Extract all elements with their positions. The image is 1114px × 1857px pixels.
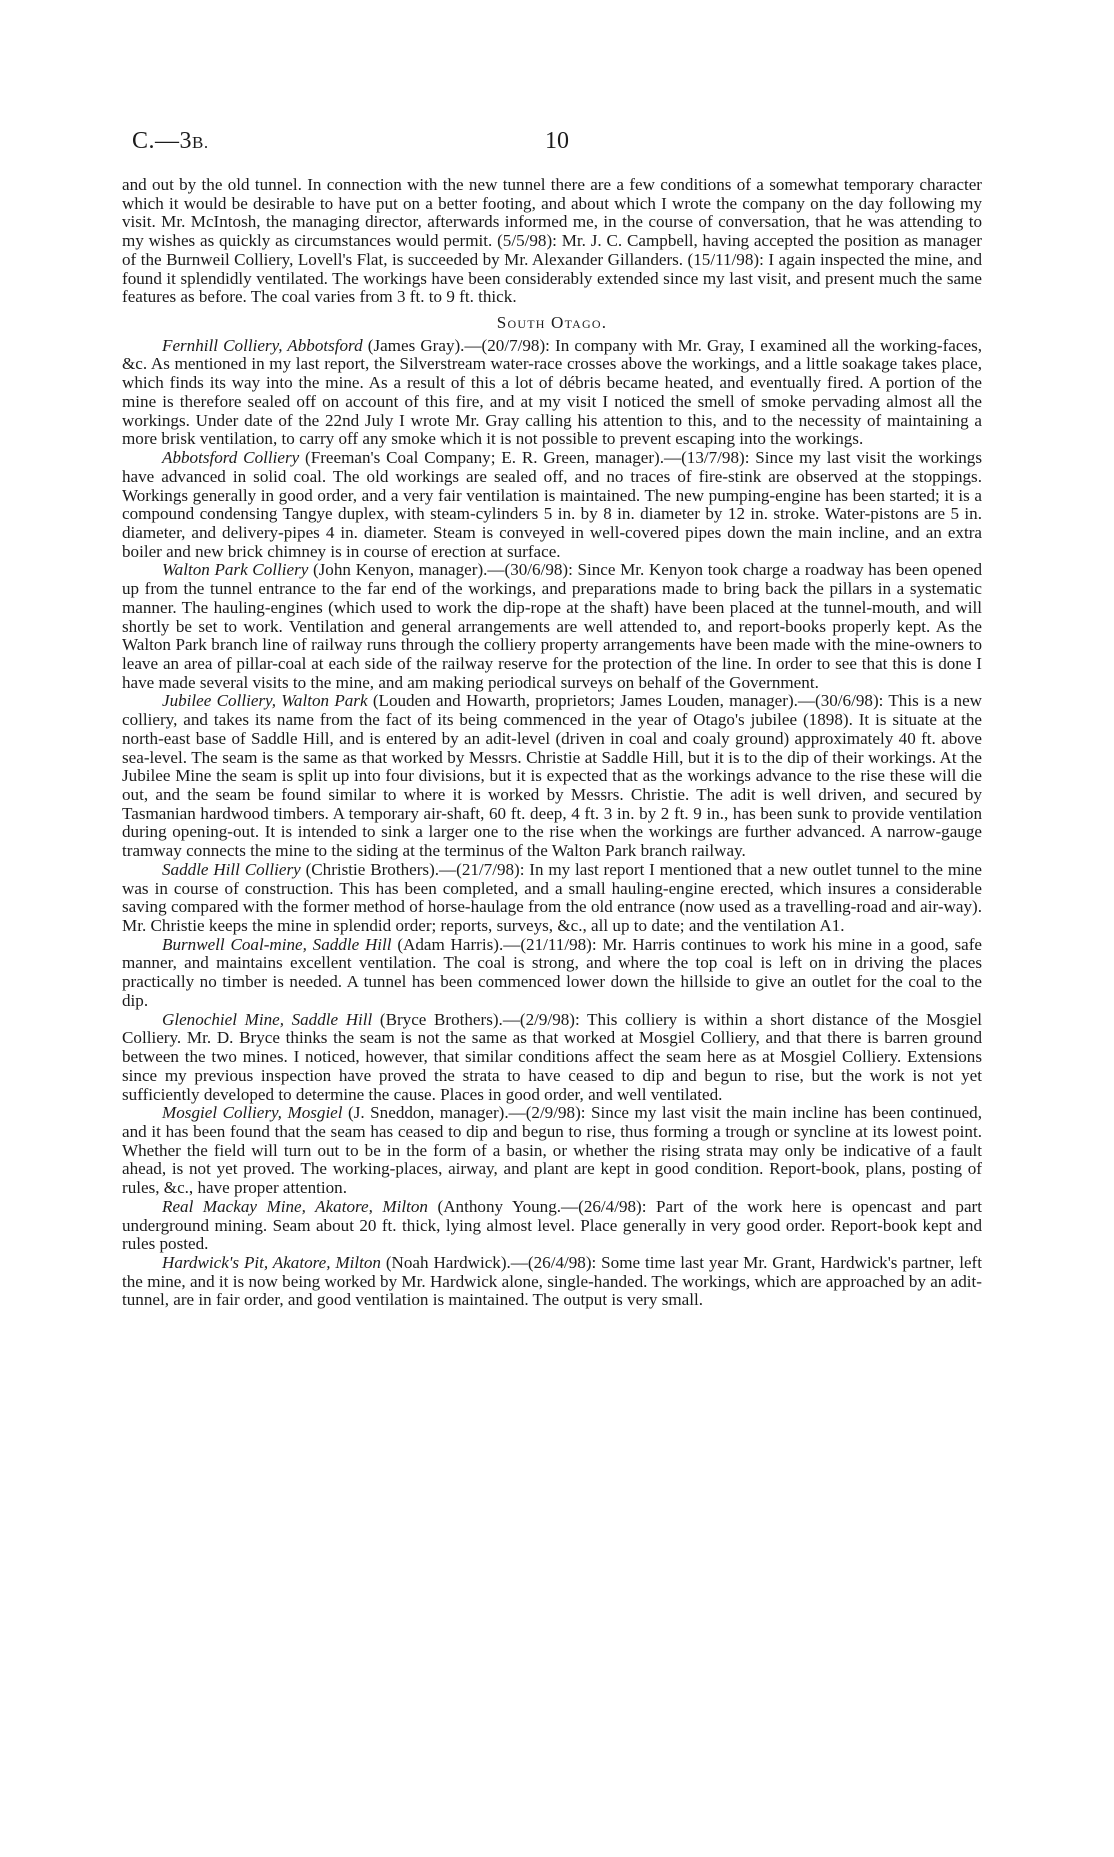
colliery-name: Glenochiel Mine, Saddle Hill [162, 1009, 373, 1029]
colliery-paragraph [122, 936, 982, 1011]
colliery-name: Saddle Hill Colliery [162, 859, 301, 879]
colliery-name: Abbotsford Colliery [162, 448, 300, 468]
colliery-name: Walton Park Colliery [162, 560, 309, 580]
page-body [122, 176, 982, 1310]
colliery-name: Burnwell Coal-mine, Saddle Hill [162, 934, 392, 954]
colliery-paragraph [122, 561, 982, 692]
colliery-name: Mosgiel Colliery, Mosgiel [162, 1103, 343, 1123]
colliery-text: (Christie Brothers).—(21/7/98): In my last report I mentioned that a new outlet tunnel to the mine was in course of construction. This has been completed, and a small hauling-engine erected, which insures a considerable saving compared with the former method of horse-haulage from the old entrance (now used as a travelling-road and air-way). Mr. Christie keeps the mine in splendid order; reports, surveys, &c., all up to date; and the ventilation A1. [122, 859, 983, 936]
colliery-paragraph [122, 337, 982, 449]
colliery-paragraph [122, 861, 982, 936]
colliery-name: Real Mackay Mine, Akatore, Milton [162, 1196, 428, 1216]
colliery-name: Fernhill Colliery, Abbotsford [162, 335, 363, 355]
colliery-text: (Adam Harris).—(21/11/98): Mr. Harris continues to work his mine in a good, safe manner, and maintains excellent ventilation. The coal is strong, and where the top coal is left on in driving the places practically no timber is needed. A tunnel has been commenced lower down the hillside to give an outlet for the coal to the dip. [122, 934, 982, 1010]
colliery-paragraph [122, 1011, 982, 1105]
colliery-paragraph [122, 449, 982, 561]
colliery-paragraph [122, 1198, 982, 1254]
page-header [0, 128, 1114, 164]
colliery-text: (Bryce Brothers).—(2/9/98): This colliery is within a short distance of the Mosgiel Colliery. Mr. D. Bryce thinks the seam is not the same as that worked at Mosgiel Colliery, and that there is barren ground between the two mines. I noticed, however, that similar conditions affect the seam here as at Mosgiel Colliery. Extensions since my previous inspection have proved the strata to have ceased to dip and begun to rise, but the work is not yet sufficiently developed to determine the cause. Places in good order, and well ventilated. [122, 1009, 982, 1104]
colliery-text: (Noah Hardwick).—(26/4/98): Some time last year Mr. Grant, Hardwick's partner, left the mine, and it is now being worked by Mr. Hardwick alone, single-handed. The workings, which are approached by an adit-tunnel, are in fair order, and good ventilation is maintained. The output is very small. [122, 1252, 982, 1310]
colliery-name: Jubilee Colliery, Walton Park [162, 691, 368, 711]
colliery-text: (Anthony Young.—(26/4/98): Part of the work here is opencast and part underground mining. Seam about 20 ft. thick, lying almost level. Place generally in very good order. Report-book kept and rules posted. [122, 1196, 982, 1254]
colliery-paragraph [122, 1254, 982, 1310]
section-title: South Otago. [496, 313, 608, 333]
colliery-text: (John Kenyon, manager).—(30/6/98): Since Mr. Kenyon took charge a roadway has been opened up from the tunnel entrance to the far end of the workings, and preparations made to bring back the pillars in a systematic manner. The hauling-engines (which used to work the dip-rope at the shaft) have been placed at the tunnel-mouth, and will shortly be set to work. Ventilation and general arrangements are well attended to, and report-books properly kept. As the Walton Park branch line of railway runs through the colliery property arrangements have been made with the mine-owners to leave an area of pillar-coal at each side of the railway reserve for the protection of the line. In order to see that this is done I have made several visits to the mine, and am making periodical surveys on behalf of the Government. [122, 560, 982, 692]
colliery-paragraph [122, 692, 982, 860]
colliery-text: (Louden and Howarth, proprietors; James Louden, manager).—(30/6/98): This is a new colliery, and takes its name from the fact of its being commenced in the year of Otago's jubilee (1898). It is situate at the north-east base of Saddle Hill, and is entered by an adit-level (driven in coal and coaly ground) approximately 40 ft. above sea-level. The seam is the same as that worked by Messrs. Christie at Saddle Hill, but it is to the dip of their workings. At the Jubilee Mine the seam is split up into four divisions, but it is expected that as the workings advance to the rise these will die out, and the seam be found similar to where it is worked by Messrs. Christie. The adit is well driven, and secured by Tasmanian hardwood timbers. A temporary air-shaft, 60 ft. deep, 4 ft. 3 in. by 2 ft. 9 in., has been sunk to provide ventilation during opening-out. It is intended to sink a larger one to the rise when the workings are further advanced. A narrow-gauge tramway connects the mine to the siding at the terminus of the Walton Park branch railway. [122, 691, 982, 861]
colliery-text: (James Gray).—(20/7/98): In company with Mr. Gray, I examined all the working-faces, &c. As mentioned in my last report, the Silverstream water-race crosses above the workings, and a little soakage takes place, which finds its way into the mine. As a result of this a lot of débris became heated, and eventually fired. A portion of the mine is therefore sealed off on account of this fire, and at my visit I noticed the smell of smoke pervading almost all the workings. Under date of the 22nd July I wrote Mr. Gray calling his attention to this, and to the necessity of maintaining a more brisk ventilation, to carry off any smoke which it is not possible to prevent escaping into the workings. [122, 335, 982, 449]
colliery-paragraph [122, 1104, 982, 1198]
reference-prefix: C.—3 [132, 128, 193, 154]
page-number: 10 [545, 128, 569, 154]
intro-paragraph: and out by the old tunnel. In connection with the new tunnel there are a few conditions of a somewhat temporary character which it would be desirable to have put on a better footing, and about which I wrote the company on the day following my visit. Mr. McIntosh, the managing director, afterwards informed me, in the course of conversation, that he was attending to my wishes as quickly as circumstances would permit. (5/5/98): Mr. J. C. Campbell, having accepted the position as manager of the Burnweil Colliery, Lovell's Flat, is succeeded by Mr. Alexander Gillanders. (15/11/98): I again inspected the mine, and found it splendidly ventilated. The workings have been considerably extended since my last visit, and present much the same features as before. The coal varies from 3 ft. to 9 ft. thick. [122, 175, 982, 307]
reference-suffix: B. [192, 133, 209, 152]
colliery-text: (J. Sneddon, manager).—(2/9/98): Since my last visit the main incline has been continued, and it has been found that the seam has ceased to dip and begun to rise, thus forming a trough or syncline at its lowest point. Whether the field will turn out to be in the form of a basin, or whether the rising strata may only be indicative of a fault ahead, is not yet proved. The working-places, airway, and plant are kept in good condition. Report-book, plans, posting of rules, &c., have proper attention. [122, 1103, 982, 1198]
colliery-name: Hardwick's Pit, Akatore, Milton [162, 1252, 381, 1272]
colliery-text: (Freeman's Coal Company; E. R. Green, manager).—(13/7/98): Since my last visit the workings have advanced in solid coal. The old workings are sealed off, and no traces of fire-stink are observed at the stoppings. Workings generally in good order, and a very fair ventilation is maintained. The new pumping-engine has been started; it is a compound condensing Tangye duplex, with steam-cylinders 5 in. by 8 in. diameter by 12 in. stroke. Water-pistons are 5 in. diameter, and delivery-pipes 4 in. diameter. Steam is conveyed in well-covered pipes down the main incline, and an extra boiler and new brick chimney is in course of erection at surface. [122, 448, 982, 561]
